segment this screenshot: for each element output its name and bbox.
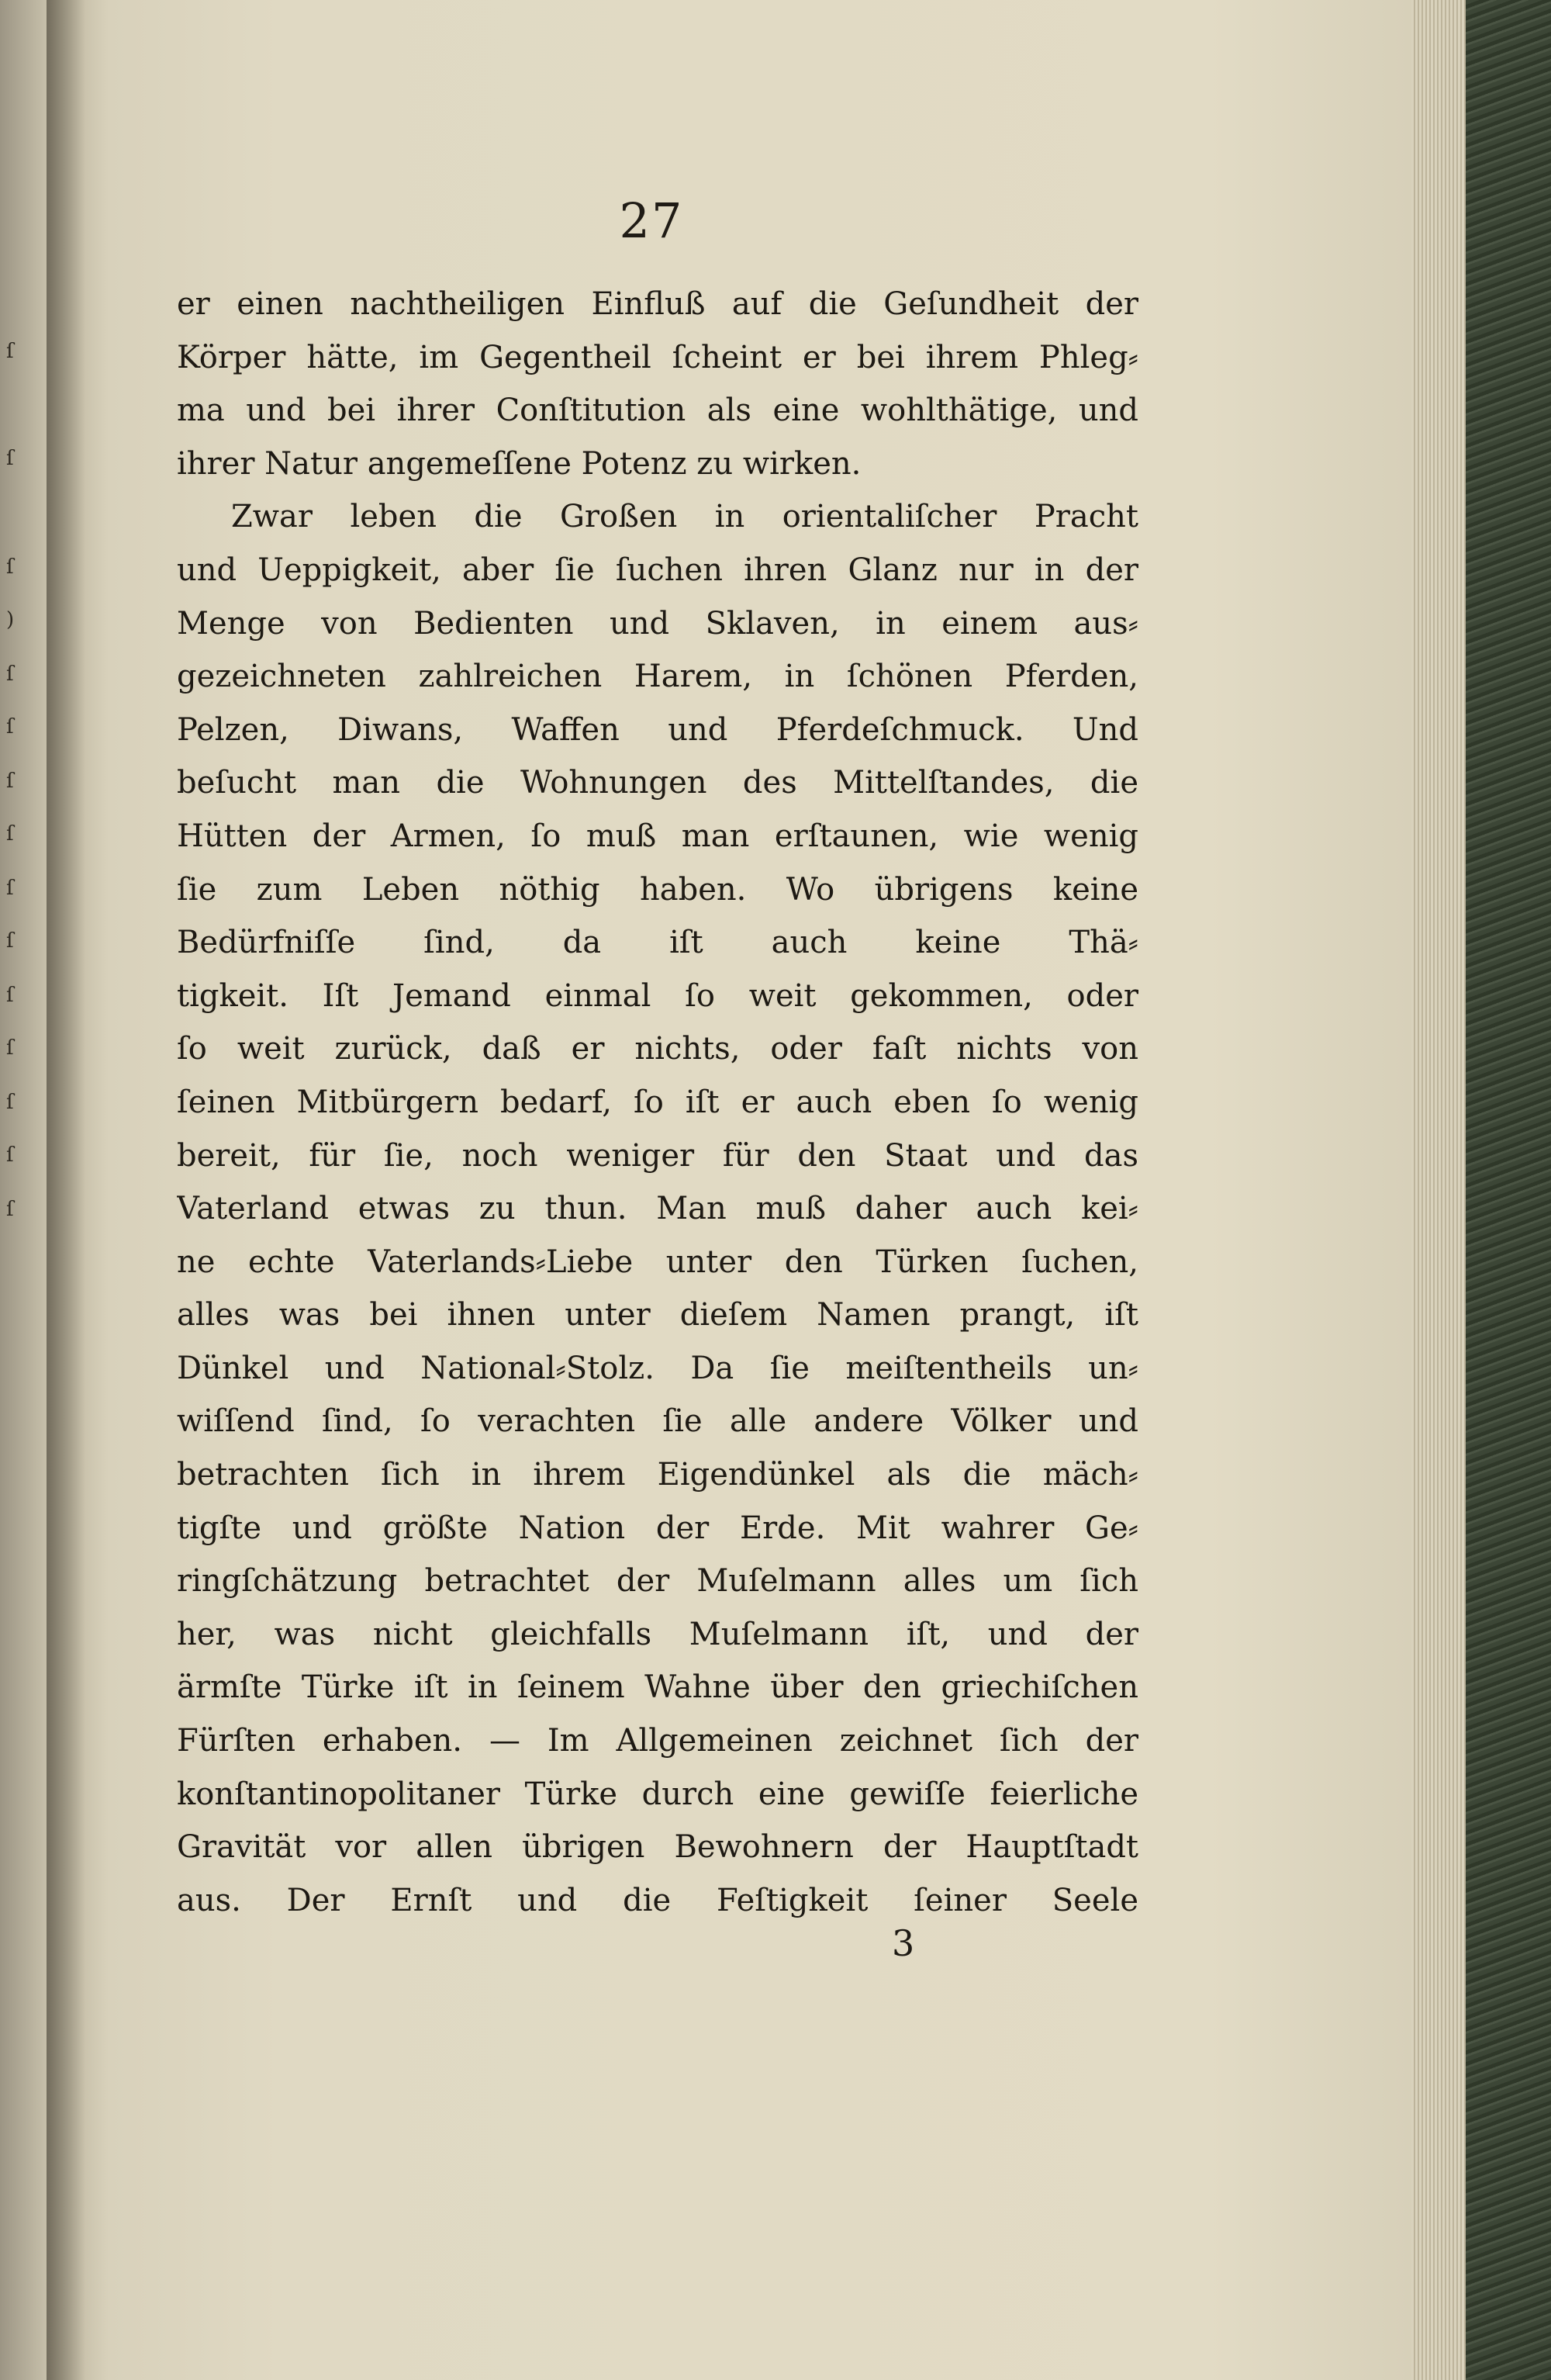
- margin-mark: ſ: [6, 662, 14, 686]
- text-line: betrachten ſich in ihrem Eigendünkel als die mäch⸗: [177, 1457, 1138, 1493]
- text-line: Zwar leben die Großen in orientaliſcher Pracht: [231, 499, 1138, 535]
- margin-mark: ſ: [6, 929, 14, 953]
- text-line: Dünkel und National⸗Stolz. Da ſie meiſtentheils un⸗: [177, 1350, 1138, 1386]
- margin-mark: ſ: [6, 877, 14, 900]
- text-line: ma und bei ihrer Conſtitution als eine wohlthätige, und: [177, 393, 1138, 429]
- text-line: Hütten der Armen, ſo muß man erſtaunen, wie wenig: [177, 818, 1138, 854]
- margin-mark: ): [6, 608, 15, 631]
- text-line: konſtantinopolitaner Türke durch eine gewiſſe feierliche: [177, 1776, 1138, 1812]
- text-line: Bedürfniſſe ſind, da iſt auch keine Thä⸗: [177, 925, 1138, 961]
- margin-mark: ſ: [6, 555, 14, 579]
- text-line: ihrer Natur angemeſſene Potenz zu wirken.: [177, 445, 862, 482]
- margin-mark: ſ: [6, 822, 14, 846]
- text-line: ſo weit zurück, daß er nichts, oder faſt nichts von: [177, 1031, 1138, 1067]
- margin-mark: ſ: [6, 984, 14, 1007]
- margin-mark: ſ: [6, 1036, 14, 1060]
- text-line: ärmſte Türke iſt in ſeinem Wahne über den griechiſchen: [177, 1669, 1138, 1706]
- gutter-shadow: [47, 0, 85, 2380]
- margin-mark: ſ: [6, 340, 14, 363]
- text-line: Fürſten erhaben. — Im Allgemeinen zeichnet ſich der: [177, 1723, 1138, 1759]
- text-line: aus. Der Ernſt und die Feſtigkeit ſeiner Seele: [177, 1882, 1138, 1918]
- text-line: ſie zum Leben nöthig haben. Wo übrigens keine: [177, 871, 1138, 908]
- text-line: Vaterland etwas zu thun. Man muß daher auch kei⸗: [177, 1191, 1138, 1227]
- text-line: tigkeit. Iſt Jemand einmal ſo weit gekommen, oder: [177, 977, 1138, 1014]
- margin-mark: ſ: [6, 447, 14, 470]
- signature-mark: 3: [892, 1922, 915, 1964]
- text-line: er einen nachtheiligen Einfluß auf die Geſundheit der: [177, 286, 1138, 322]
- text-line: und Ueppigkeit, aber ſie ſuchen ihren Glanz nur in der: [177, 552, 1138, 588]
- text-line: alles was bei ihnen unter dieſem Namen prangt, iſt: [177, 1297, 1138, 1334]
- text-line: gezeichneten zahlreichen Harem, in ſchönen Pferden,: [177, 659, 1138, 695]
- text-line: Menge von Bedienten und Sklaven, in einem aus⸗: [177, 605, 1138, 642]
- previous-page-margin: [0, 0, 23, 2380]
- page-number: 27: [619, 192, 684, 249]
- text-line: bereit, für ſie, noch weniger für den Staat und das: [177, 1137, 1138, 1174]
- text-line: tigſte und größte Nation der Erde. Mit wahrer Ge⸗: [177, 1510, 1138, 1546]
- text-line: ringſchätzung betrachtet der Muſelmann alles um ſich: [177, 1563, 1138, 1600]
- text-line: Gravität vor allen übrigen Bewohnern der Hauptſtadt: [177, 1829, 1138, 1866]
- margin-mark: ſ: [6, 1198, 14, 1221]
- page-block-edge: [1411, 0, 1466, 2380]
- text-line: wiſſend ſind, ſo verachten ſie alle andere Völker und: [177, 1403, 1138, 1440]
- margin-mark: ſ: [6, 715, 14, 739]
- book-cover: [1466, 0, 1551, 2380]
- body-text: [177, 278, 1138, 1927]
- text-line: Körper hätte, im Gegentheil ſcheint er bei ihrem Phleg⸗: [177, 339, 1138, 375]
- margin-mark: ſ: [6, 1143, 14, 1167]
- text-line: her, was nicht gleichfalls Muſelmann iſt, und der: [177, 1616, 1138, 1652]
- text-line: beſucht man die Wohnungen des Mittelſtandes, die: [177, 765, 1138, 801]
- text-line: ne echte Vaterlands⸗Liebe unter den Türken ſuchen,: [177, 1244, 1138, 1280]
- margin-mark: ſ: [6, 1091, 14, 1114]
- text-line: ſeinen Mitbürgern bedarf, ſo iſt er auch eben ſo wenig: [177, 1084, 1138, 1120]
- text-line: Pelzen, Diwans, Waffen und Pferdeſchmuck. Und: [177, 711, 1138, 748]
- margin-mark: ſ: [6, 770, 14, 793]
